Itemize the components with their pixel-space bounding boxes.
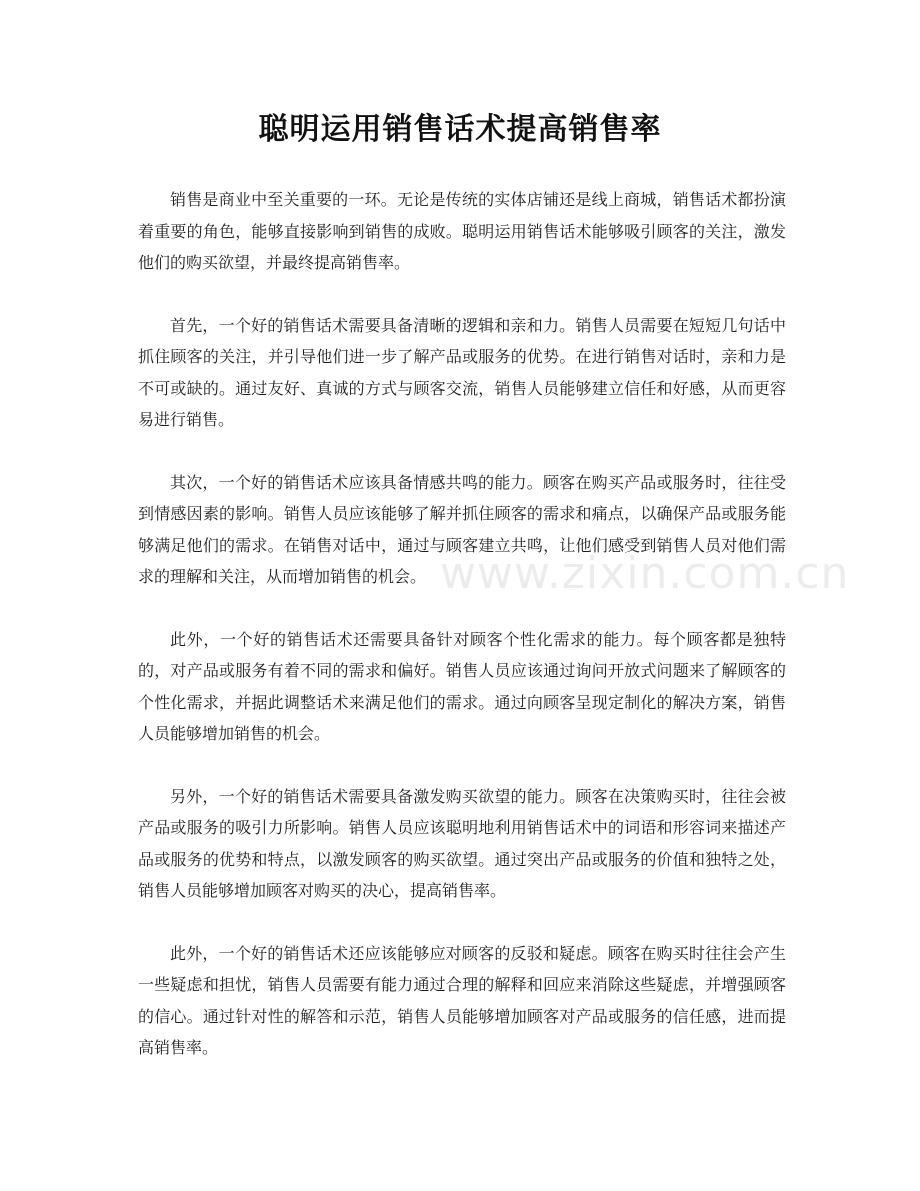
paragraph-personalization: 此外，一个好的销售话术还需要具备针对顾客个性化需求的能力。每个顾客都是独特的，对产品或服务有着不同的需求和偏好。销售人员应该通过询问开放式问题来了解顾客的个性化需求，并据此调整话术来满足他们的需求。通过向顾客呈现定制化的解决方案，销售人员能够增加销售的机会。 (138, 629, 786, 743)
watermark: www.zixin.com.cn (440, 548, 850, 599)
paragraph-logic-affinity: 首先，一个好的销售话术需要具备清晰的逻辑和亲和力。销售人员需要在短短几句话中抓住顾客的关注，并引导他们进一步了解产品或服务的优势。在进行销售对话时，亲和力是不可或缺的。通过友好、真诚的方式与顾客交流，销售人员能够建立信任和好感，从而更容易进行销售。 (138, 315, 786, 429)
paragraph-emotional-resonance: 其次，一个好的销售话术应该具备情感共鸣的能力。顾客在购买产品或服务时，往往受到情感因素的影响。销售人员应该能够了解并抓住顾客的需求和痛点，以确保产品或服务能够满足他们的需求。在销售对话中，通过与顾客建立共鸣，让他们感受到销售人员对他们需求的理解和关注，从而增加销售的机会。 (138, 472, 786, 586)
paragraph-purchase-desire: 另外，一个好的销售话术需要具备激发购买欲望的能力。顾客在决策购买时，往往会被产品或服务的吸引力所影响。销售人员应该聪明地利用销售话术中的词语和形容词来描述产品或服务的优势和特点，以激发顾客的购买欲望。通过突出产品或服务的价值和独特之处，销售人员能够增加顾客对购买的决心，提高销售率。 (138, 786, 786, 900)
document-title: 聪明运用销售话术提高销售率 (258, 112, 662, 147)
document-body (138, 184, 786, 1095)
paragraph-intro: 销售是商业中至关重要的一环。无论是传统的实体店铺还是线上商城，销售话术都扮演着重要的角色，能够直接影响到销售的成败。聪明运用销售话术能够吸引顾客的关注，激发他们的购买欲望，并最终提高销售率。 (138, 190, 786, 272)
paragraph-objection-handling: 此外，一个好的销售话术还应该能够应对顾客的反驳和疑虑。顾客在购买时往往会产生一些疑虑和担忧，销售人员需要有能力通过合理的解释和回应来消除这些疑虑，并增强顾客的信心。通过针对性的解答和示范，销售人员能够增加顾客对产品或服务的信任感，进而提高销售率。 (138, 943, 786, 1057)
